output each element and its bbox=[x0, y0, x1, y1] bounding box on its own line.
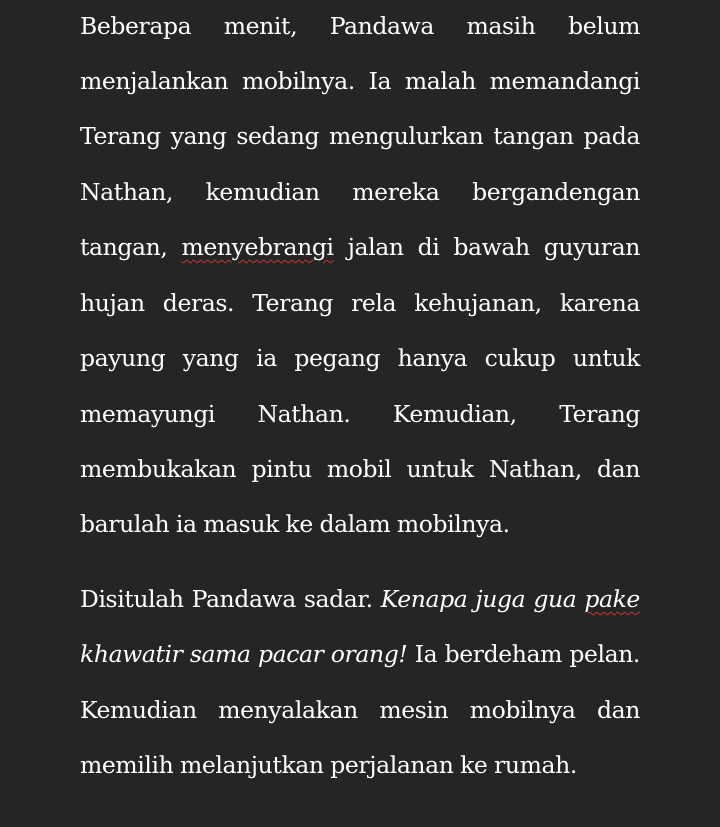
word: Nathan, bbox=[80, 178, 173, 206]
word: dalam bbox=[319, 510, 391, 538]
word: mobilnya. bbox=[242, 67, 355, 95]
italic-word: pacar bbox=[257, 640, 324, 668]
word: barulah bbox=[80, 510, 170, 538]
word: mobil bbox=[326, 455, 392, 483]
word: malah bbox=[404, 67, 476, 95]
word: Pandawa bbox=[191, 585, 296, 613]
word: melanjutkan bbox=[179, 751, 324, 779]
word: kehujanan, bbox=[414, 289, 542, 317]
word: Terang bbox=[559, 400, 640, 428]
word: mobilnya bbox=[469, 696, 576, 724]
word: Terang bbox=[252, 289, 333, 317]
text-line bbox=[80, 233, 640, 273]
text-line bbox=[80, 400, 640, 440]
word: membukakan bbox=[80, 455, 237, 483]
word: Ia bbox=[414, 640, 438, 668]
word: pegang bbox=[294, 344, 381, 372]
italic-word: sama bbox=[189, 640, 251, 668]
word: tangan bbox=[493, 122, 574, 150]
word: mengulurkan bbox=[329, 122, 484, 150]
italic-word: khawatir bbox=[80, 640, 183, 668]
word: Nathan, bbox=[488, 455, 582, 483]
word: ia bbox=[175, 510, 197, 538]
italic-word: Kenapa bbox=[380, 585, 468, 613]
text-line bbox=[80, 510, 640, 550]
word: tangan, bbox=[80, 233, 168, 261]
word: perjalanan bbox=[330, 751, 454, 779]
word: pada bbox=[583, 122, 640, 150]
word: yang bbox=[182, 344, 239, 372]
word: ia bbox=[256, 344, 277, 372]
text-line bbox=[80, 455, 640, 495]
word: memilih bbox=[80, 751, 174, 779]
word: di bbox=[417, 233, 440, 261]
misspelled-word[interactable]: pake bbox=[584, 585, 640, 613]
word: menyalakan bbox=[218, 696, 358, 724]
word: karena bbox=[559, 289, 640, 317]
word: memandangi bbox=[489, 67, 640, 95]
word: Disitulah bbox=[80, 585, 184, 613]
word: hanya bbox=[397, 344, 468, 372]
word: menit, bbox=[223, 12, 298, 40]
italic-word: orang! bbox=[330, 640, 408, 668]
word: untuk bbox=[406, 455, 474, 483]
word: payung bbox=[80, 344, 166, 372]
word: mereka bbox=[352, 178, 440, 206]
word: rumah. bbox=[494, 751, 577, 779]
word: mesin bbox=[379, 696, 449, 724]
text-line bbox=[80, 67, 640, 107]
word: bergandengan bbox=[472, 178, 640, 206]
italic-word: juga bbox=[475, 585, 526, 613]
text-line bbox=[80, 696, 640, 736]
misspelled-word[interactable]: menyebrangi bbox=[181, 233, 334, 261]
word: belum bbox=[568, 12, 640, 40]
word: ke bbox=[460, 751, 488, 779]
text-line bbox=[80, 12, 640, 52]
word: Nathan. bbox=[257, 400, 351, 428]
word: dan bbox=[596, 455, 640, 483]
word: masih bbox=[466, 12, 536, 40]
word: memayungi bbox=[80, 400, 215, 428]
word: menjalankan bbox=[80, 67, 229, 95]
word: dan bbox=[597, 696, 640, 724]
word: rela bbox=[351, 289, 397, 317]
text-line bbox=[80, 640, 640, 680]
word: ke bbox=[285, 510, 313, 538]
word: hujan bbox=[80, 289, 145, 317]
text-line bbox=[80, 585, 640, 625]
word: Ia bbox=[368, 67, 392, 95]
word: deras. bbox=[162, 289, 235, 317]
word: Terang bbox=[80, 122, 161, 150]
word: berdeham bbox=[444, 640, 562, 668]
text-line bbox=[80, 344, 640, 384]
word: cukup bbox=[484, 344, 556, 372]
word: yang bbox=[170, 122, 227, 150]
text-line bbox=[80, 289, 640, 329]
word: sadar. bbox=[303, 585, 373, 613]
word: kemudian bbox=[205, 178, 320, 206]
text-line bbox=[80, 751, 640, 791]
word: jalan bbox=[347, 233, 404, 261]
word: untuk bbox=[572, 344, 640, 372]
italic-word: gua bbox=[533, 585, 577, 613]
word: Kemudian, bbox=[392, 400, 517, 428]
word: bawah bbox=[453, 233, 530, 261]
word: masuk bbox=[203, 510, 279, 538]
word: mobilnya. bbox=[396, 510, 510, 538]
word: pelan. bbox=[569, 640, 640, 668]
text-line bbox=[80, 122, 640, 162]
word: Beberapa bbox=[80, 12, 192, 40]
word: sedang bbox=[236, 122, 320, 150]
word: pintu bbox=[251, 455, 312, 483]
text-line bbox=[80, 178, 640, 218]
word: Kemudian bbox=[80, 696, 197, 724]
word: Pandawa bbox=[329, 12, 434, 40]
word: guyuran bbox=[543, 233, 640, 261]
